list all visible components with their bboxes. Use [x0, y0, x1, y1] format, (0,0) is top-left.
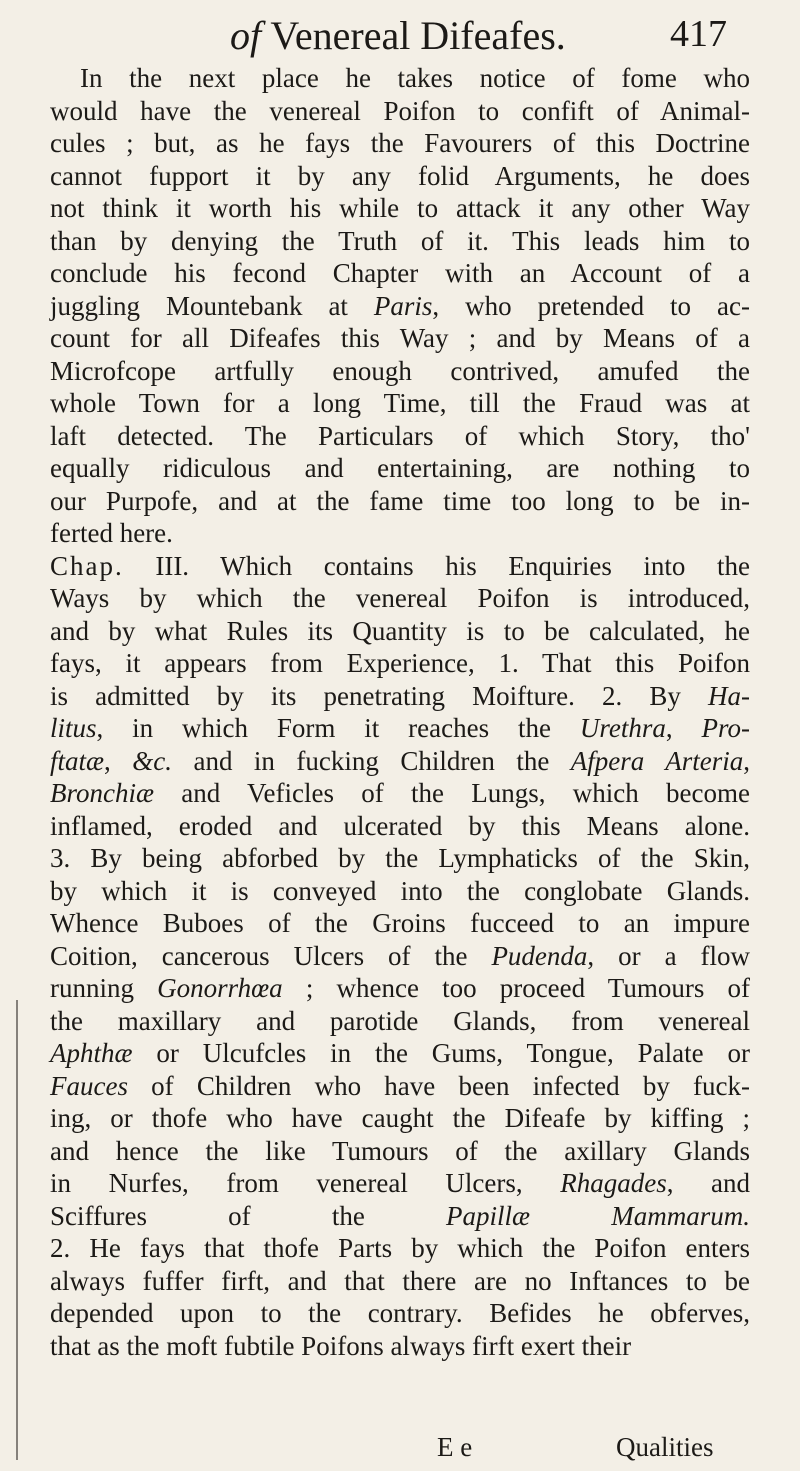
text-line: running Gonorrhœa ; whence too proceed Tumours of — [50, 973, 750, 1003]
text-line: juggling Mountebank at Paris, who pretended to ac- — [50, 290, 750, 321]
running-head-of: of — [230, 13, 262, 58]
text-line: whole Town for a long Time, till the Fraud was at — [50, 388, 750, 418]
text-line: litus, in which Form it reaches the Urethra, Pro- — [50, 713, 751, 743]
page-number: 417 — [670, 13, 727, 55]
text-line: laft detected. The Particulars of which Story, tho' — [50, 420, 750, 451]
text-line: Whence Buboes of the Groins fucceed to an impure — [50, 908, 750, 938]
text-line: and by what Rules its Quantity is to be calculated, he — [50, 615, 750, 646]
text-line: conclude his fecond Chapter with an Account of a — [50, 258, 750, 288]
page-footer — [0, 1432, 800, 1468]
text-line: fays, it appears from Experience, 1. That this Poifon — [50, 648, 750, 678]
binding-shadow — [16, 1000, 18, 1460]
running-head-title — [230, 12, 566, 59]
text-line: Fauces of Children who have been infected by fuck- — [50, 1070, 750, 1101]
text-line: 2. He fays that thofe Parts by which the Poifon enters — [50, 1233, 750, 1263]
text-line: than by denying the Truth of it. This leads him to — [50, 225, 750, 256]
text-line: would have the venereal Poifon to confift of Animal- — [50, 95, 750, 126]
text-line: is admitted by its penetrating Moifture. 2. By Ha- — [50, 680, 750, 711]
text-line: Microfcope artfully enough contrived, amufed the — [50, 355, 750, 386]
text-line: not think it worth his while to attack it any other Way — [50, 193, 750, 223]
text-line: Chap. III. Which contains his Enquiries into the — [50, 550, 750, 581]
text-line: Bronchiæ and Veficles of the Lungs, which become — [50, 778, 750, 808]
signature-mark: E e — [437, 1432, 473, 1462]
text-line: 3. By being abforbed by the Lymphaticks of the Skin, — [50, 843, 750, 873]
text-line: equally ridiculous and entertaining, are nothing to — [50, 453, 750, 483]
running-head-text: Venereal Difeafes. — [270, 13, 566, 58]
text-line: by which it is conveyed into the conglobate Glands. — [50, 875, 750, 906]
running-head — [230, 12, 730, 68]
text-line: the maxillary and parotide Glands, from venereal — [50, 1005, 750, 1036]
text-line: Ways by which the venereal Poifon is introduced, — [50, 583, 750, 613]
text-line: ftatæ, &c. and in fucking Children the Afpera Arteria, — [50, 745, 751, 776]
text-line: Aphthæ or Ulcufcles in the Gums, Tongue, Palate or — [50, 1038, 750, 1068]
text-line: Sciffures of the Papillæ Mammarum. — [50, 1200, 750, 1231]
catchword: Qualities — [616, 1432, 714, 1462]
text-line: ing, or thofe who have caught the Difeafe by kiffing ; — [50, 1103, 750, 1133]
text-line: cannot fupport it by any folid Arguments, he does — [50, 160, 750, 191]
text-line: our Purpofe, and at the fame time too long to be in- — [50, 485, 750, 516]
text-line: always fuffer firft, and that there are no Inftances to be — [50, 1265, 750, 1296]
text-line: that as the moft fubtile Poifons always firft exert their — [50, 1330, 632, 1361]
text-line: count for all Difeafes this Way ; and by Means of a — [50, 323, 750, 353]
text-line: depended upon to the contrary. Befides he obferves, — [50, 1298, 750, 1328]
text-line: in Nurfes, from venereal Ulcers, Rhagades, and — [50, 1168, 751, 1198]
text-line: Coition, cancerous Ulcers of the Pudenda, or a flow — [50, 940, 751, 971]
text-line: and hence the like Tumours of the axillary Glands — [50, 1135, 750, 1166]
text-line: cules ; but, as he fays the Favourers of this Doctrine — [50, 128, 750, 158]
text-line: In the next place he takes notice of fome who — [80, 63, 750, 93]
text-line: inflamed, eroded and ulcerated by this Means alone. — [50, 810, 750, 841]
text-line: ferted here. — [50, 518, 173, 548]
